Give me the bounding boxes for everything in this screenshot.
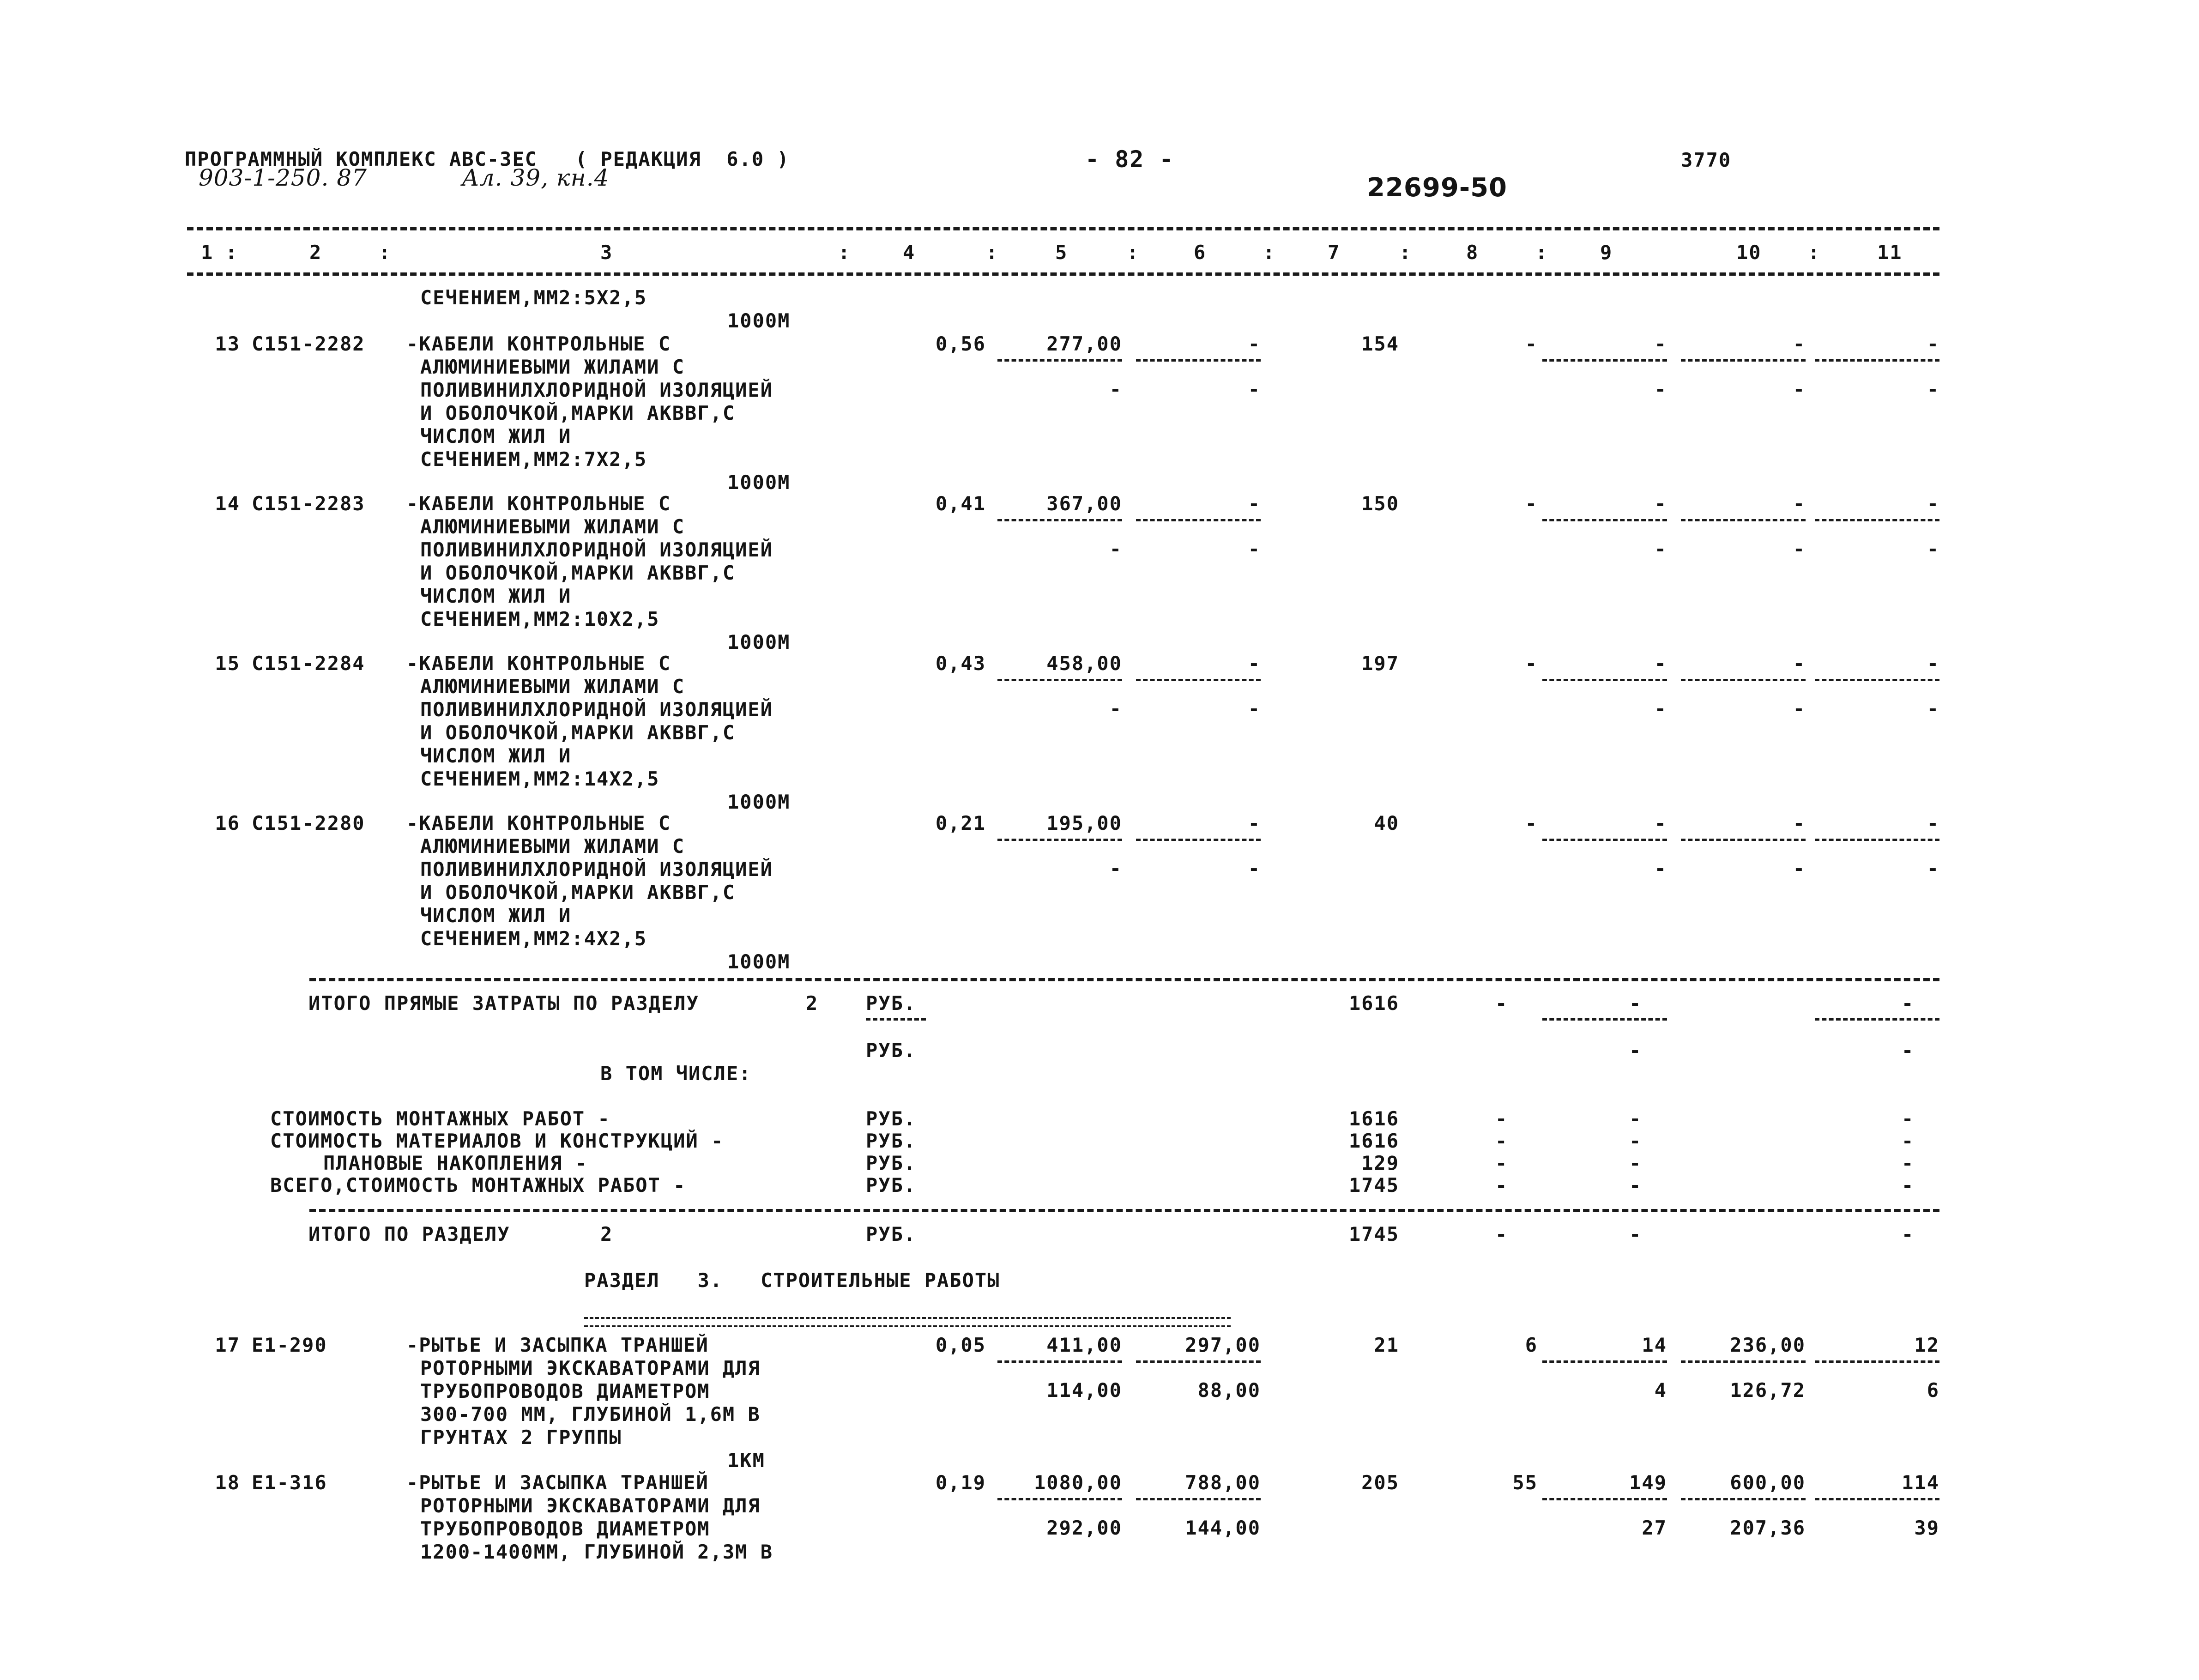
row-col5-second: 114,00 <box>1046 1379 1122 1402</box>
totals-line-rub: РУБ. <box>866 1152 917 1174</box>
row-description-line: ПОЛИВИНИЛХЛОРИДНОЙ ИЗОЛЯЦИЕЙ <box>420 538 773 561</box>
row-col7: 21 <box>1374 1334 1399 1356</box>
totals-line-c9: - <box>1629 1130 1642 1152</box>
section-total-c9: - <box>1629 1223 1642 1245</box>
col-sep: : <box>225 241 238 264</box>
including-label: В ТОМ ЧИСЛЕ: <box>600 1062 752 1085</box>
row-number: 16 <box>215 812 240 834</box>
row-col10-second: - <box>1793 857 1806 880</box>
row-description-line: АЛЮМИНИЕВЫМИ ЖИЛАМИ С <box>420 835 685 858</box>
row-col5: 411,00 <box>1046 1334 1122 1356</box>
document-number-stamp: 22699-50 <box>1367 173 1507 203</box>
section-total-c7: 1745 <box>1348 1223 1399 1245</box>
row-col5-second: - <box>1109 857 1122 880</box>
program-header: ПРОГРАММНЫЙ КОМПЛЕКС АВС-3ЕС ( РЕДАКЦИЯ 6.0 ) <box>185 148 790 170</box>
row-col10-rule <box>1681 679 1806 681</box>
direct-c11-rule <box>1815 1018 1939 1021</box>
row-col6-rule <box>1136 1498 1261 1500</box>
row-col9: - <box>1654 492 1667 515</box>
row-col11: 114 <box>1902 1471 1939 1494</box>
row-col9: - <box>1654 812 1667 834</box>
row-col10: - <box>1793 812 1806 834</box>
totals-line-c7: 1616 <box>1348 1130 1399 1152</box>
row-description-line: ЧИСЛОМ ЖИЛ И <box>420 744 572 767</box>
header-rule-top <box>187 227 1939 230</box>
row-col10: - <box>1793 492 1806 515</box>
totals-line-rub: РУБ. <box>866 1130 917 1152</box>
row-description-line: ЧИСЛОМ ЖИЛ И <box>420 425 572 447</box>
row-quantity: 0,19 <box>935 1471 986 1494</box>
row-col6-second: - <box>1248 697 1261 720</box>
row-col10-second: 207,36 <box>1730 1517 1806 1539</box>
row-col5-second: - <box>1109 697 1122 720</box>
row-col6: - <box>1248 812 1261 834</box>
row-col5-rule <box>997 1360 1122 1363</box>
row-col8: 55 <box>1512 1471 1538 1494</box>
totals-line-c11: - <box>1902 1152 1915 1174</box>
row-col11-rule <box>1815 359 1939 362</box>
row-description-line: АЛЮМИНИЕВЫМИ ЖИЛАМИ С <box>420 356 685 378</box>
col-sep: : <box>1263 241 1276 264</box>
row-col6-second: - <box>1248 857 1261 880</box>
row-col10-rule <box>1681 1498 1806 1500</box>
row-col6: - <box>1248 332 1261 355</box>
row-description-line: 300-700 ММ, ГЛУБИНОЙ 1,6М В <box>420 1403 761 1426</box>
totals-line-c7: 129 <box>1361 1152 1399 1174</box>
totals-line-label: СТОИМОСТЬ МОНТАЖНЫХ РАБОТ - <box>270 1107 610 1130</box>
direct-costs-c11b: - <box>1902 1039 1915 1062</box>
row-col11-second: 6 <box>1927 1379 1939 1402</box>
row-col9-rule <box>1542 1498 1667 1500</box>
totals-line-c7: 1745 <box>1348 1174 1399 1197</box>
row-col9-second: - <box>1654 538 1667 560</box>
row-col11-second: - <box>1927 857 1939 880</box>
row-unit: 1000М <box>727 950 791 973</box>
project-code-handwritten: 903-1-250. 87 <box>199 164 367 191</box>
direct-costs-section: 2 <box>806 992 819 1015</box>
direct-costs-c9: - <box>1629 992 1642 1015</box>
row-col11-second: - <box>1927 697 1939 720</box>
header-rule-bottom <box>187 272 1939 276</box>
row-col5-second: - <box>1109 378 1122 400</box>
totals-rule-top <box>309 978 1939 981</box>
section-total-c8: - <box>1495 1223 1508 1245</box>
col-3: 3 <box>600 241 613 264</box>
row-col10: - <box>1793 332 1806 355</box>
section-total-rub: РУБ. <box>866 1223 917 1245</box>
totals-line-c8: - <box>1495 1130 1508 1152</box>
row-col5: 458,00 <box>1046 652 1122 675</box>
row-col9-rule <box>1542 519 1667 521</box>
row-col6-rule <box>1136 839 1261 841</box>
totals-line-rub: РУБ. <box>866 1107 917 1130</box>
row-col10: 600,00 <box>1730 1471 1806 1494</box>
row-col7: 40 <box>1374 812 1399 834</box>
col-5: 5 <box>1055 241 1068 264</box>
row-col5-second: - <box>1109 538 1122 560</box>
row-col10-second: - <box>1793 378 1806 400</box>
row-col5-second: 292,00 <box>1046 1517 1122 1539</box>
continuation-line: СЕЧЕНИЕМ,ММ2:5Х2,5 <box>420 286 647 309</box>
row-col9-rule <box>1542 839 1667 841</box>
totals-line-c8: - <box>1495 1152 1508 1174</box>
row-col5-rule <box>997 1498 1122 1500</box>
col-sep: : <box>838 241 851 264</box>
row-description-line: СЕЧЕНИЕМ,ММ2:7Х2,5 <box>420 448 647 471</box>
row-col9-second: - <box>1654 857 1667 880</box>
totals-line-rub: РУБ. <box>866 1174 917 1197</box>
row-col5: 1080,00 <box>1033 1471 1122 1494</box>
row-col11: - <box>1927 812 1939 834</box>
row-code: С151-2282 <box>252 332 365 355</box>
row-code: С151-2280 <box>252 812 365 834</box>
col-sep: : <box>1808 241 1821 264</box>
totals-line-c8: - <box>1495 1107 1508 1130</box>
row-col11: - <box>1927 332 1939 355</box>
row-description-line: ПОЛИВИНИЛХЛОРИДНОЙ ИЗОЛЯЦИЕЙ <box>420 379 773 401</box>
col-sep: : <box>986 241 999 264</box>
row-col6-second: - <box>1248 378 1261 400</box>
row-description-line: СЕЧЕНИЕМ,ММ2:4Х2,5 <box>420 927 647 950</box>
row-col5-rule <box>997 839 1122 841</box>
col-7: 7 <box>1328 241 1341 264</box>
rub-underline <box>866 1018 926 1021</box>
totals-line-label: СТОИМОСТЬ МАТЕРИАЛОВ И КОНСТРУКЦИЙ - <box>270 1130 724 1152</box>
row-col7: 205 <box>1361 1471 1399 1494</box>
row-code: С151-2283 <box>252 492 365 515</box>
section-3-double-rule <box>584 1317 1231 1327</box>
row-col11: - <box>1927 492 1939 515</box>
row-description-line: 1200-1400ММ, ГЛУБИНОЙ 2,3М В <box>420 1541 773 1563</box>
col-sep: : <box>1535 241 1548 264</box>
row-description-line: ТРУБОПРОВОДОВ ДИАМЕТРОМ <box>420 1380 710 1402</box>
direct-costs-c11: - <box>1902 992 1915 1015</box>
row-description-line: И ОБОЛОЧКОЙ,МАРКИ АКВВГ,С <box>420 721 736 744</box>
row-code: С151-2284 <box>252 652 365 675</box>
row-col9-second: 27 <box>1642 1517 1667 1539</box>
row-col9: - <box>1654 332 1667 355</box>
row-col11: 12 <box>1914 1334 1939 1356</box>
row-description-line: РОТОРНЫМИ ЭКСКАВАТОРАМИ ДЛЯ <box>420 1357 761 1379</box>
row-col6: - <box>1248 652 1261 675</box>
row-col6-rule <box>1136 679 1261 681</box>
row-description-line: ПОЛИВИНИЛХЛОРИДНОЙ ИЗОЛЯЦИЕЙ <box>420 858 773 881</box>
row-col10: 236,00 <box>1730 1334 1806 1356</box>
row-col8: - <box>1525 332 1538 355</box>
totals-line-c9: - <box>1629 1107 1642 1130</box>
row-description-line: -РЫТЬЕ И ЗАСЫПКА ТРАНШЕЙ <box>406 1471 709 1494</box>
totals-line-c9: - <box>1629 1174 1642 1197</box>
row-number: 14 <box>215 492 240 515</box>
row-description-line: -КАБЕЛИ КОНТРОЛЬНЫЕ С <box>406 652 671 675</box>
row-col7: 197 <box>1361 652 1399 675</box>
row-col10: - <box>1793 652 1806 675</box>
direct-costs-c8: - <box>1495 992 1508 1015</box>
row-description-line: ГРУНТАХ 2 ГРУППЫ <box>420 1426 622 1449</box>
continuation-unit: 1000М <box>727 309 791 332</box>
row-number: 13 <box>215 332 240 355</box>
direct-costs-rub: РУБ. <box>866 992 917 1015</box>
row-col5-rule <box>997 519 1122 521</box>
row-description-line: АЛЮМИНИЕВЫМИ ЖИЛАМИ С <box>420 515 685 538</box>
row-col9-rule <box>1542 1360 1667 1363</box>
row-col6-second: 88,00 <box>1197 1379 1261 1402</box>
row-col7: 154 <box>1361 332 1399 355</box>
direct-costs-c9b: - <box>1629 1039 1642 1062</box>
row-code: Е1-290 <box>252 1334 327 1356</box>
row-col8: 6 <box>1525 1334 1538 1356</box>
col-sep: : <box>1399 241 1412 264</box>
row-description-line: И ОБОЛОЧКОЙ,МАРКИ АКВВГ,С <box>420 881 736 904</box>
row-col9: - <box>1654 652 1667 675</box>
row-description-line: РОТОРНЫМИ ЭКСКАВАТОРАМИ ДЛЯ <box>420 1494 761 1517</box>
totals-line-label: ВСЕГО,СТОИМОСТЬ МОНТАЖНЫХ РАБОТ - <box>270 1174 686 1197</box>
row-col11-rule <box>1815 839 1939 841</box>
totals-line-c11: - <box>1902 1130 1915 1152</box>
row-description-line: И ОБОЛОЧКОЙ,МАРКИ АКВВГ,С <box>420 562 736 584</box>
col-2: 2 <box>309 241 322 264</box>
row-col6-second: 144,00 <box>1185 1517 1261 1539</box>
row-description-line: СЕЧЕНИЕМ,ММ2:10Х2,5 <box>420 608 660 630</box>
direct-c9-rule <box>1542 1018 1667 1021</box>
row-number: 15 <box>215 652 240 675</box>
direct-costs-rub-2: РУБ. <box>866 1039 917 1062</box>
row-col5: 195,00 <box>1046 812 1122 834</box>
row-unit: 1000М <box>727 471 791 494</box>
row-col10-rule <box>1681 519 1806 521</box>
direct-costs-label: ИТОГО ПРЯМЫЕ ЗАТРАТЫ ПО РАЗДЕЛУ <box>308 992 699 1015</box>
row-col10-second: - <box>1793 538 1806 560</box>
row-quantity: 0,21 <box>935 812 986 834</box>
row-col9-second: - <box>1654 378 1667 400</box>
row-description-line: -КАБЕЛИ КОНТРОЛЬНЫЕ С <box>406 332 671 355</box>
row-col6: - <box>1248 492 1261 515</box>
row-col6-rule <box>1136 519 1261 521</box>
section-total-rule <box>309 1209 1939 1212</box>
row-col11-second: - <box>1927 378 1939 400</box>
row-col6: 788,00 <box>1185 1471 1261 1494</box>
col-9: 9 <box>1600 241 1613 264</box>
row-col10-second: - <box>1793 697 1806 720</box>
row-col9: 149 <box>1629 1471 1667 1494</box>
row-description-line: -КАБЕЛИ КОНТРОЛЬНЫЕ С <box>406 812 671 834</box>
row-unit: 1КМ <box>727 1449 765 1472</box>
col-6: 6 <box>1194 241 1207 264</box>
row-description-line: ЧИСЛОМ ЖИЛ И <box>420 585 572 607</box>
row-description-line: -РЫТЬЕ И ЗАСЫПКА ТРАНШЕЙ <box>406 1334 709 1356</box>
row-col8: - <box>1525 812 1538 834</box>
row-col11-rule <box>1815 519 1939 521</box>
row-col11-second: 39 <box>1914 1517 1939 1539</box>
col-sep: : <box>379 241 392 264</box>
row-col9: 14 <box>1642 1334 1667 1356</box>
row-description-line: И ОБОЛОЧКОЙ,МАРКИ АКВВГ,С <box>420 402 736 424</box>
row-col6: 297,00 <box>1185 1334 1261 1356</box>
row-quantity: 0,43 <box>935 652 986 675</box>
row-col9-rule <box>1542 679 1667 681</box>
totals-line-c7: 1616 <box>1348 1107 1399 1130</box>
row-quantity: 0,56 <box>935 332 986 355</box>
totals-line-c9: - <box>1629 1152 1642 1174</box>
section-total-label: ИТОГО ПО РАЗДЕЛУ <box>308 1223 510 1245</box>
row-col10-rule <box>1681 1360 1806 1363</box>
col-8: 8 <box>1466 241 1479 264</box>
row-col5-rule <box>997 359 1122 362</box>
section-total-c11: - <box>1902 1223 1915 1245</box>
row-col8: - <box>1525 492 1538 515</box>
row-description-line: ЧИСЛОМ ЖИЛ И <box>420 904 572 927</box>
row-number: 17 <box>215 1334 240 1356</box>
row-col11-second: - <box>1927 538 1939 560</box>
col-11: 11 <box>1877 241 1903 264</box>
sheet-number: 3770 <box>1681 149 1732 171</box>
section-3-title: РАЗДЕЛ 3. СТРОИТЕЛЬНЫЕ РАБОТЫ <box>584 1269 1000 1292</box>
row-col6-rule <box>1136 1360 1261 1363</box>
row-col5: 277,00 <box>1046 332 1122 355</box>
row-col9-rule <box>1542 359 1667 362</box>
row-description-line: СЕЧЕНИЕМ,ММ2:14Х2,5 <box>420 767 660 790</box>
row-description-line: АЛЮМИНИЕВЫМИ ЖИЛАМИ С <box>420 675 685 698</box>
row-col6-rule <box>1136 359 1261 362</box>
row-col5: 367,00 <box>1046 492 1122 515</box>
section-total-no: 2 <box>600 1223 613 1245</box>
col-sep: : <box>1127 241 1140 264</box>
row-col11: - <box>1927 652 1939 675</box>
row-col9-second: 4 <box>1654 1379 1667 1402</box>
totals-line-c11: - <box>1902 1107 1915 1130</box>
col-1: 1 <box>201 241 214 264</box>
row-unit: 1000М <box>727 631 791 653</box>
row-col10-rule <box>1681 839 1806 841</box>
row-col10-rule <box>1681 359 1806 362</box>
direct-costs-c7: 1616 <box>1348 992 1399 1015</box>
row-col10-second: 126,72 <box>1730 1379 1806 1402</box>
row-col7: 150 <box>1361 492 1399 515</box>
row-number: 18 <box>215 1471 240 1494</box>
totals-line-c11: - <box>1902 1174 1915 1197</box>
page-number: - 82 - <box>1085 146 1174 173</box>
totals-line-c8: - <box>1495 1174 1508 1197</box>
row-col6-second: - <box>1248 538 1261 560</box>
row-col5-rule <box>997 679 1122 681</box>
row-quantity: 0,05 <box>935 1334 986 1356</box>
col-4: 4 <box>903 241 916 264</box>
row-col11-rule <box>1815 1498 1939 1500</box>
row-col9-second: - <box>1654 697 1667 720</box>
row-description-line: -КАБЕЛИ КОНТРОЛЬНЫЕ С <box>406 492 671 515</box>
album-handwritten: Ал. 39, кн.4 <box>462 164 610 191</box>
row-quantity: 0,41 <box>935 492 986 515</box>
row-col11-rule <box>1815 1360 1939 1363</box>
row-description-line: ТРУБОПРОВОДОВ ДИАМЕТРОМ <box>420 1517 710 1540</box>
row-unit: 1000М <box>727 791 791 813</box>
row-col11-rule <box>1815 679 1939 681</box>
totals-line-label: ПЛАНОВЫЕ НАКОПЛЕНИЯ - <box>323 1152 588 1174</box>
col-10: 10 <box>1736 241 1762 264</box>
row-code: Е1-316 <box>252 1471 327 1494</box>
row-description-line: ПОЛИВИНИЛХЛОРИДНОЙ ИЗОЛЯЦИЕЙ <box>420 698 773 721</box>
row-col8: - <box>1525 652 1538 675</box>
